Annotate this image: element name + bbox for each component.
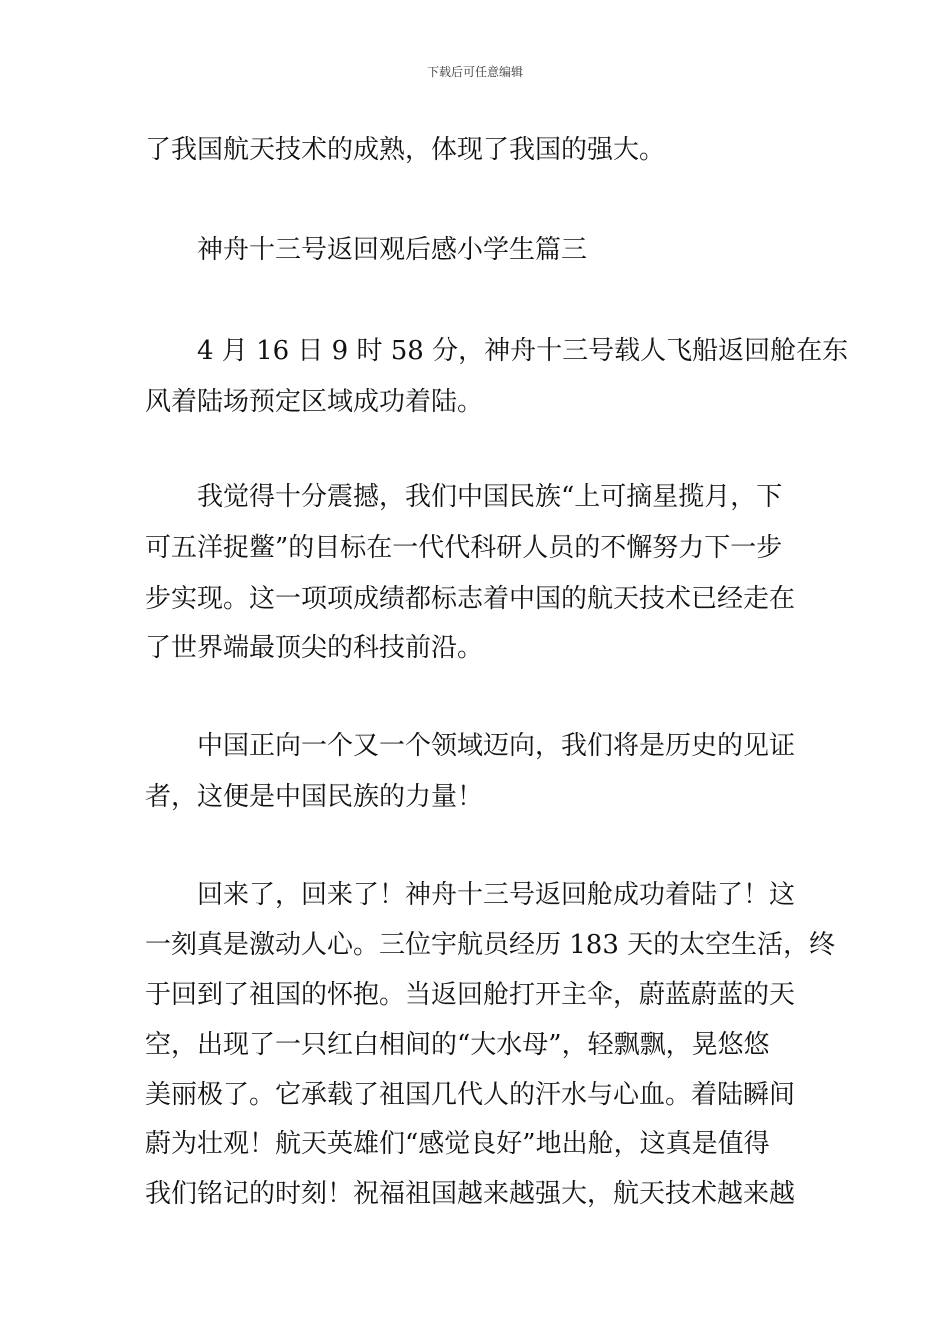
text-line: 步实现。这一项项成绩都标志着中国的航天技术已经走在 (145, 584, 796, 614)
text-line: 了我国航天技术的成熟，体现了我国的强大。 (145, 135, 666, 165)
section-heading: 神舟十三号返回观后感小学生篇三 (197, 235, 588, 265)
page-header: 下载后可任意编辑 (426, 65, 523, 79)
text-line: 我们铭记的时刻！祝福祖国越来越强大，航天技术越来越 (145, 1179, 796, 1209)
text-line: 空，出现了一只红白相间的“大水母”，轻飘飘，晃悠悠 (145, 1030, 770, 1060)
text-line: 回来了，回来了！神舟十三号返回舱成功着陆了！这 (197, 880, 796, 910)
text-line: 于回到了祖国的怀抱。当返回舱打开主伞，蔚蓝蔚蓝的天 (145, 980, 796, 1010)
text-line: 一刻真是激动人心。三位宇航员经历 183 天的太空生活，终 (145, 930, 836, 960)
text-line: 了世界端最顶尖的科技前沿。 (145, 633, 484, 663)
text-line: 美丽极了。它承载了祖国几代人的汗水与心血。着陆瞬间 (145, 1080, 796, 1110)
text-line: 4 月 16 日 9 时 58 分，神舟十三号载人飞船返回舱在东 (197, 336, 849, 366)
text-line: 可五洋捉鳖”的目标在一代代科研人员的不懈努力下一步 (145, 533, 783, 563)
text-line: 蔚为壮观！航天英雄们“感觉良好”地出舱，这真是值得 (145, 1129, 770, 1159)
text-line: 者，这便是中国民族的力量！ (145, 782, 484, 812)
text-line: 中国正向一个又一个领域迈向，我们将是历史的见证 (197, 731, 796, 761)
text-line: 风着陆场预定区域成功着陆。 (145, 387, 484, 417)
text-line: 我觉得十分震撼，我们中国民族“上可摘星揽月，下 (197, 482, 783, 512)
